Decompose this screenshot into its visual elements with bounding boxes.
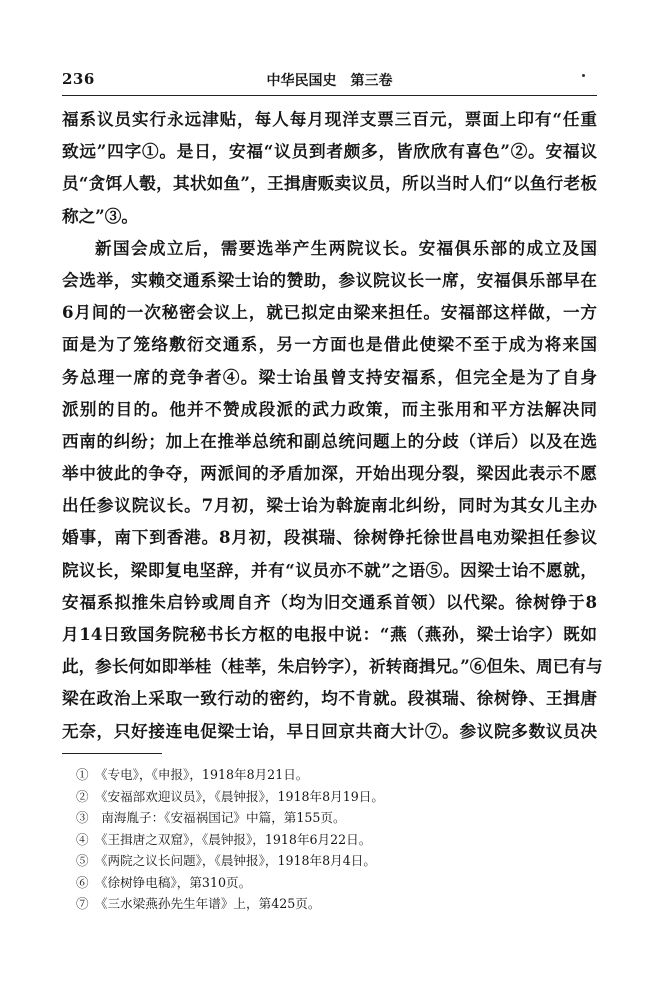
body-line: 安福系拟推朱启钤或周自齐（均为旧交通系首领）以代梁。徐树铮于8 xyxy=(62,591,597,612)
footnote-rule xyxy=(62,753,162,754)
footnote: ⑦ 《三水梁燕孙先生年谱》上，第425页。 xyxy=(76,896,321,911)
body-line: 会选举，实赖交通系梁士诒的赞助，参议院议长一席，安福俱乐部早在 xyxy=(62,269,597,290)
body-line: 无奈，只好接连电促梁士诒，早日回京共商大计⑦。参议院多数议员决 xyxy=(62,720,597,741)
body-line: 致远”四字①。是日，安福“议员到者颇多，皆欣欣有喜色”②。安福议 xyxy=(62,141,597,162)
body-line: 梁在政治上采取一致行动的密约，均不肯就。段祺瑞、徐树铮、王揖唐 xyxy=(62,688,597,709)
body-line: 员“贪饵人彀，其状如鱼”，王揖唐贩卖议员，所以当时人们“以鱼行老板 xyxy=(62,173,597,194)
page-header xyxy=(62,70,597,92)
body-line: 月14日致国务院秘书长方枢的电报中说：“燕（燕孙，梁士诒字）既如 xyxy=(62,624,597,644)
body-line: 出任参议院议长。7月初，梁士诒为斡旋南北纠纷，同时为其女儿主办 xyxy=(62,495,597,516)
footnote: ① 《专电》，《申报》，1918年8月21日。 xyxy=(76,767,309,782)
footnote: ② 《安福部欢迎议员》，《晨钟报》，1918年8月19日。 xyxy=(76,788,384,804)
body-line: 务总理一席的竞争者④。梁士诒虽曾支持安福系，但完全是为了自身 xyxy=(62,366,597,387)
body-line: 婚事，南下到香港。8月初，段祺瑞、徐树铮托徐世昌电劝梁担任参议 xyxy=(62,527,597,548)
body-line: 福系议员实行永远津贴，每人每月现洋支票三百元，票面上印有“任重 xyxy=(62,109,597,129)
footnote: ④ 《王揖唐之双窟》，《晨钟报》，1918年6月22日。 xyxy=(76,831,372,847)
footnote: ⑤ 《两院之议长问题》，《晨钟报》，1918年8月4日。 xyxy=(76,853,376,868)
body-text xyxy=(62,103,603,747)
running-title: 中华民国史 第三卷 xyxy=(266,73,393,89)
body-line: 西南的纠纷；加上在推举总统和副总统问题上的分歧（详后）以及在选 xyxy=(62,430,597,451)
footnotes xyxy=(62,764,597,915)
body-line: 面是为了笼络敷衍交通系，另一方面也是借此使梁不至于成为将来国 xyxy=(62,334,597,355)
header-rule xyxy=(62,95,597,96)
page-number: 236 xyxy=(62,70,95,88)
footnote: ③ 南海胤子：《安福祸国记》中篇，第155页。 xyxy=(76,810,346,825)
body-line: 举中彼此的争夺，两派间的矛盾加深，开始出现分裂，梁因此表示不愿 xyxy=(62,463,597,484)
body-line: 院议长，梁即复电坚辞，并有“议员亦不就”之语⑤。因梁士诒不愿就， xyxy=(62,559,597,580)
body-line: 新国会成立后，需要选举产生两院议长。安福俱乐部的成立及国 xyxy=(95,237,597,258)
body-line: 称之”③。 xyxy=(62,205,138,226)
body-line: 6月间的一次秘密会议上，就已拟定由梁来担任。安福部这样做，一方 xyxy=(62,302,597,323)
header-dot xyxy=(582,74,585,77)
footnote: ⑥ 《徐树铮电稿》，第310页。 xyxy=(76,874,252,890)
body-line: 此，参长何如即举桂（桂莘，朱启钤字），祈转商揖兄。”⑥但朱、周已有与 xyxy=(62,656,603,677)
body-line: 派别的目的。他并不赞成段派的武力政策，而主张用和平方法解决同 xyxy=(62,398,597,419)
